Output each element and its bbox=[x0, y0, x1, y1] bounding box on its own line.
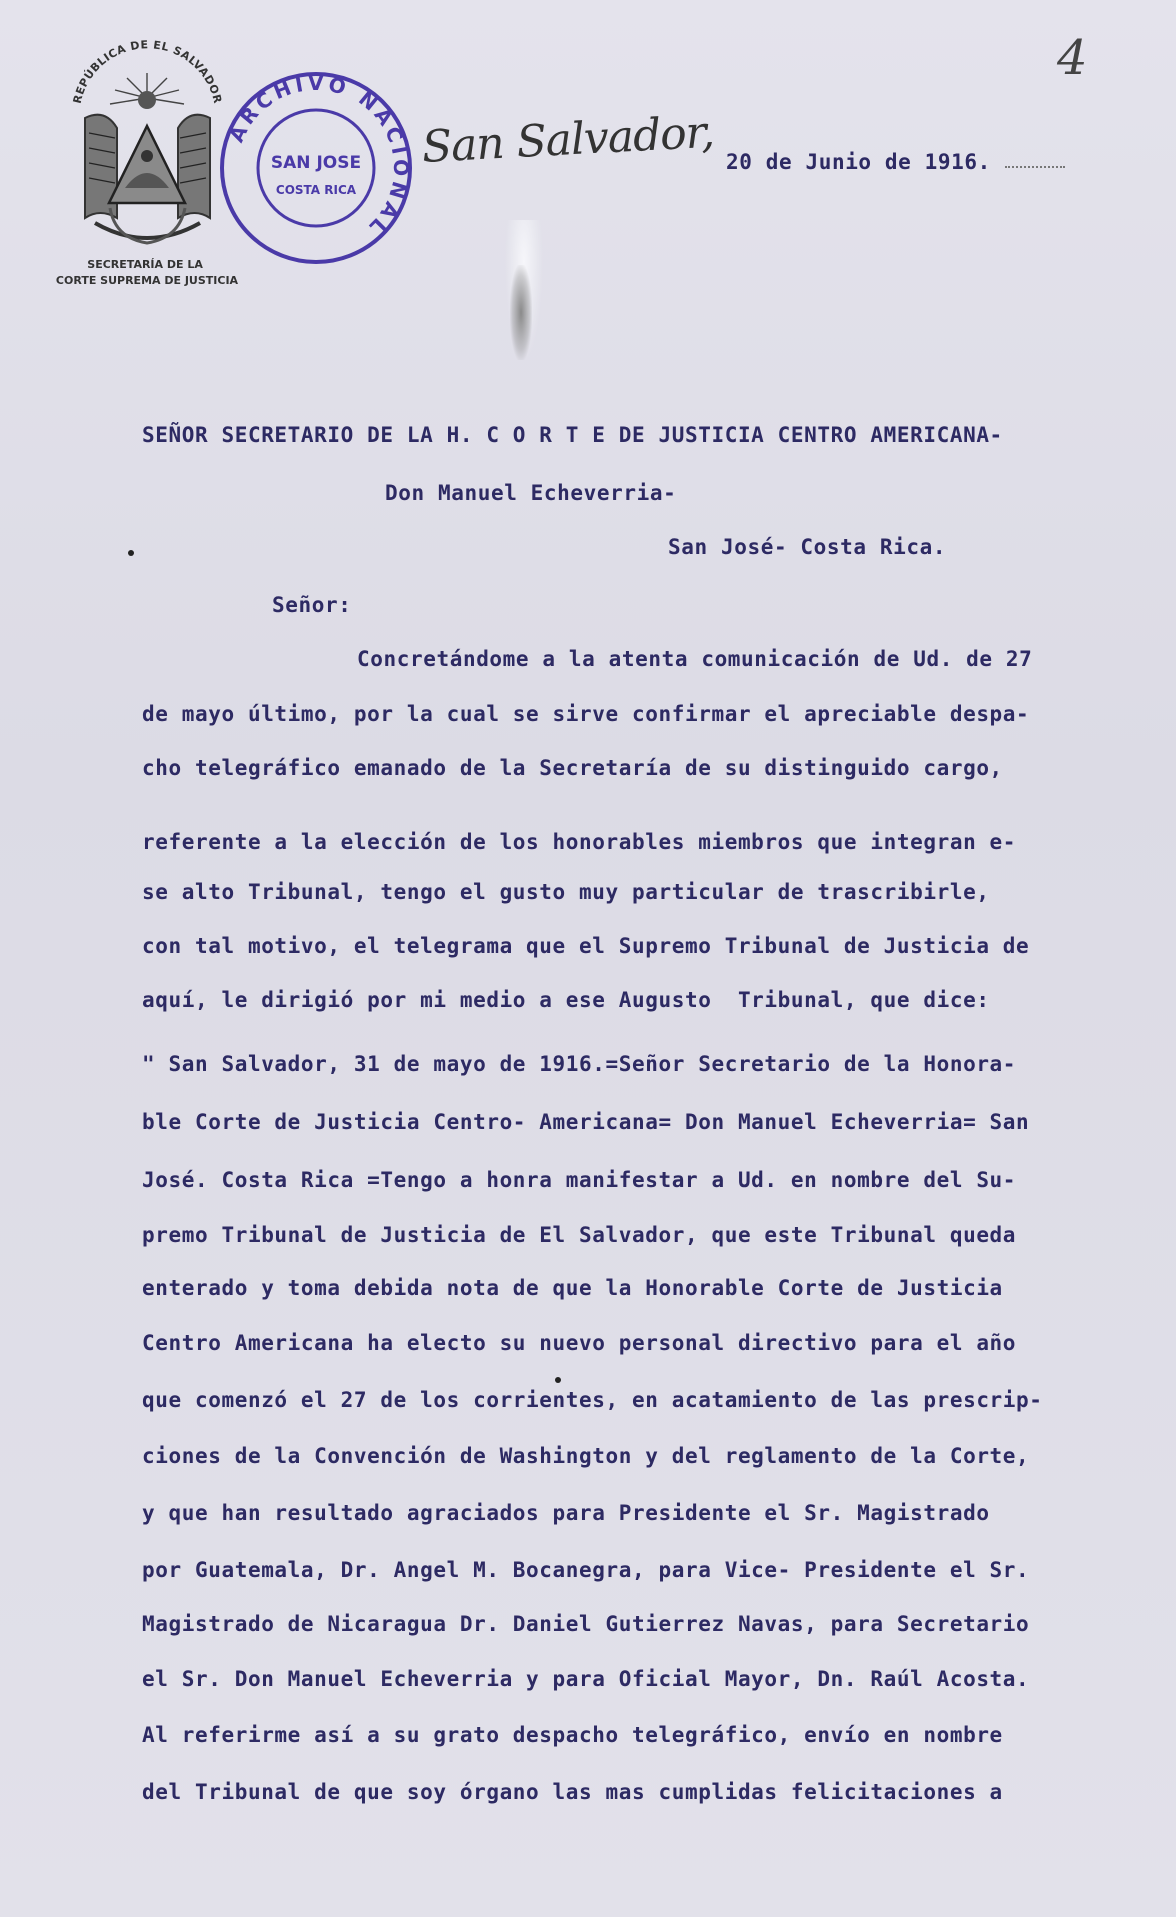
body-line: Centro Americana ha electo su nuevo personal directivo para el año bbox=[142, 1331, 1017, 1355]
stamp-line-2: COSTA RICA bbox=[275, 183, 357, 197]
body-line: del Tribunal de que soy órgano las mas cumplidas felicitaciones a bbox=[142, 1780, 1003, 1804]
seal-bottom-text-1: SECRETARÍA DE LA bbox=[87, 258, 203, 271]
addressee-line-2: Don Manuel Echeverria- bbox=[385, 481, 677, 505]
body-line: ble Corte de Justicia Centro- Americana= Don Manuel Echeverria= San bbox=[142, 1110, 1030, 1134]
body-line: y que han resultado agraciados para Presidente el Sr. Magistrado bbox=[142, 1501, 990, 1525]
seal-bottom-text-2: CORTE SUPREMA DE JUSTICIA bbox=[55, 274, 239, 287]
body-line: con tal motivo, el telegrama que el Supremo Tribunal de Justicia de bbox=[142, 934, 1030, 958]
svg-text:SECRETARÍA DE LA CORTE S bbox=[56, 258, 239, 287]
margin-mark bbox=[128, 550, 134, 556]
body-line: de mayo último, por la cual se sirve confirmar el apreciable despa- bbox=[142, 702, 1030, 726]
body-line: premo Tribunal de Justicia de El Salvador, que este Tribunal queda bbox=[142, 1223, 1017, 1247]
body-line: José. Costa Rica =Tengo a honra manifestar a Ud. en nombre del Su- bbox=[142, 1168, 1017, 1192]
body-line: aquí, le dirigió por mi medio a ese Augusto Tribunal, que dice: bbox=[142, 988, 990, 1012]
letter-date: 20 de Junio de 1916. bbox=[726, 150, 991, 174]
salutation: Señor: bbox=[272, 593, 352, 617]
city-name: San Salvador, bbox=[420, 106, 716, 173]
body-line: el Sr. Don Manuel Echeverria y para Oficial Mayor, Dn. Raúl Acosta. bbox=[142, 1667, 1030, 1691]
body-line: Concretándome a la atenta comunicación de Ud. de 27 bbox=[357, 647, 1033, 671]
body-line: Magistrado de Nicaragua Dr. Daniel Gutierrez Navas, para Secretario bbox=[142, 1612, 1030, 1636]
body-line: referente a la elección de los honorables miembros que integran e- bbox=[142, 830, 1017, 854]
margin-mark bbox=[555, 1377, 561, 1383]
addressee-line-3: San José- Costa Rica. bbox=[668, 535, 947, 559]
body-line: cho telegráfico emanado de la Secretaría de su distinguido cargo, bbox=[142, 756, 1003, 780]
coat-of-arms-seal bbox=[55, 38, 240, 293]
paper-tear-shadow bbox=[510, 265, 532, 360]
body-line: por Guatemala, Dr. Angel M. Bocanegra, para Vice- Presidente el Sr. bbox=[142, 1558, 1030, 1582]
body-line: que comenzó el 27 de los corrientes, en acatamiento de las prescrip- bbox=[142, 1388, 1043, 1412]
body-line: enterado y toma debida nota de que la Honorable Corte de Justicia bbox=[142, 1276, 1003, 1300]
seal-top-text: REPÚBLICA DE EL SALVADOR bbox=[70, 38, 225, 105]
stamp-line-1: SAN JOSE bbox=[270, 153, 362, 173]
body-line: ciones de la Convención de Washington y del reglamento de la Corte, bbox=[142, 1444, 1030, 1468]
page-number: 4 bbox=[1057, 30, 1088, 86]
body-line: Al referirme así a su grato despacho telegráfico, envío en nombre bbox=[142, 1723, 1003, 1747]
date-dotted-line bbox=[1005, 166, 1065, 168]
archive-stamp bbox=[218, 70, 414, 266]
body-line: " San Salvador, 31 de mayo de 1916.=Señor Secretario de la Honora- bbox=[142, 1052, 1017, 1076]
addressee-line-1: SEÑOR SECRETARIO DE LA H. C O R T E DE JUSTICIA CENTRO AMERICANA- bbox=[142, 423, 1003, 447]
stamp-ring-text: ARCHIVO NACIONAL bbox=[224, 70, 414, 243]
body-line: se alto Tribunal, tengo el gusto muy particular de trascribirle, bbox=[142, 880, 990, 904]
